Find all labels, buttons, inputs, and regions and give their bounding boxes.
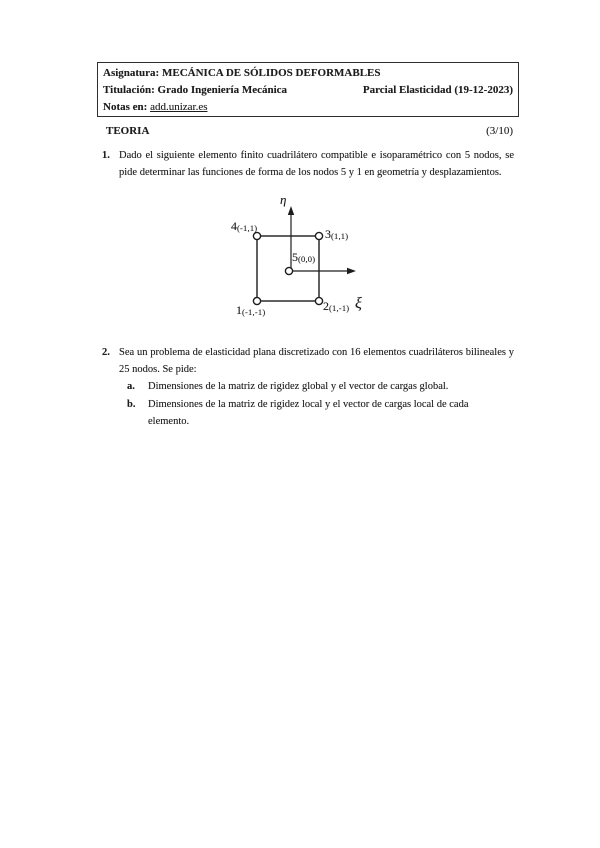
- section-title: TEORIA: [106, 125, 150, 137]
- titulacion-line: [103, 82, 287, 99]
- node-2-circle: [315, 297, 322, 304]
- section-line: [106, 123, 513, 140]
- eta-axis-arrowhead: [288, 206, 294, 215]
- question-2-body: [119, 344, 514, 430]
- titulacion-value: Grado Ingeniería Mecánica: [157, 84, 288, 96]
- notas-label: Notas en:: [103, 101, 148, 113]
- xi-axis-arrowhead: [347, 268, 356, 274]
- asignatura-value: MECÁNICA DE SÓLIDOS DEFORMABLES: [161, 67, 381, 79]
- question-1-number: 1.: [102, 150, 110, 161]
- eta-axis-label: η: [280, 192, 287, 207]
- header-info-box: [97, 62, 519, 117]
- question-2-subitem-b: [127, 396, 514, 430]
- finite-element-diagram: [195, 193, 390, 335]
- node-4-label: 4(-1,1): [231, 219, 258, 233]
- subitem-b-text: Dimensiones de la matriz de rigidez local y el vector de cargas local de cada elemento.: [148, 398, 469, 427]
- subitem-b-letter: b.: [127, 398, 136, 410]
- asignatura-line: [103, 65, 381, 82]
- question-2-subitem-a: [127, 378, 514, 395]
- parcial-title: Parcial Elasticidad (19-12-2023): [362, 84, 513, 96]
- subitem-a-letter: a.: [127, 381, 135, 393]
- node-3-circle: [315, 232, 322, 239]
- header-row-asignatura: [103, 65, 513, 82]
- notas-line: [103, 99, 208, 116]
- node-2-label: 2(1,-1): [323, 299, 350, 313]
- notas-url: add.unizar.es: [150, 101, 208, 113]
- question-2-number: 2.: [102, 347, 110, 358]
- node-1-label: 1(-1,-1): [236, 303, 266, 317]
- subitem-a-text: Dimensiones de la matriz de rigidez global y el vector de cargas global.: [148, 381, 449, 393]
- node-3-label: 3(1,1): [325, 227, 349, 241]
- asignatura-label: Asignatura:: [103, 67, 160, 79]
- header-row-notas: [103, 99, 513, 116]
- question-1: [102, 147, 514, 181]
- question-1-text: Dado el siguiente elemento finito cuadrilátero compatible e isoparamétrico con 5 nodos, se pide determinar las funciones de forma de los nodos 5 y 1 en geometría y desplazamientos.: [119, 150, 514, 179]
- section-score: (3/10): [486, 125, 513, 137]
- question-2: [102, 344, 514, 430]
- header-row-titulacion: [103, 82, 513, 99]
- question-2-text: Sea un problema de elasticidad plana discretizado con 16 elementos cuadriláteros bilineales y 25 nodos. Se pide:: [119, 347, 514, 376]
- xi-axis-label: ξ: [355, 295, 362, 312]
- node-5-label: 5(0,0): [292, 250, 316, 264]
- titulacion-label: Titulación:: [103, 84, 155, 96]
- node-5-circle: [285, 267, 292, 274]
